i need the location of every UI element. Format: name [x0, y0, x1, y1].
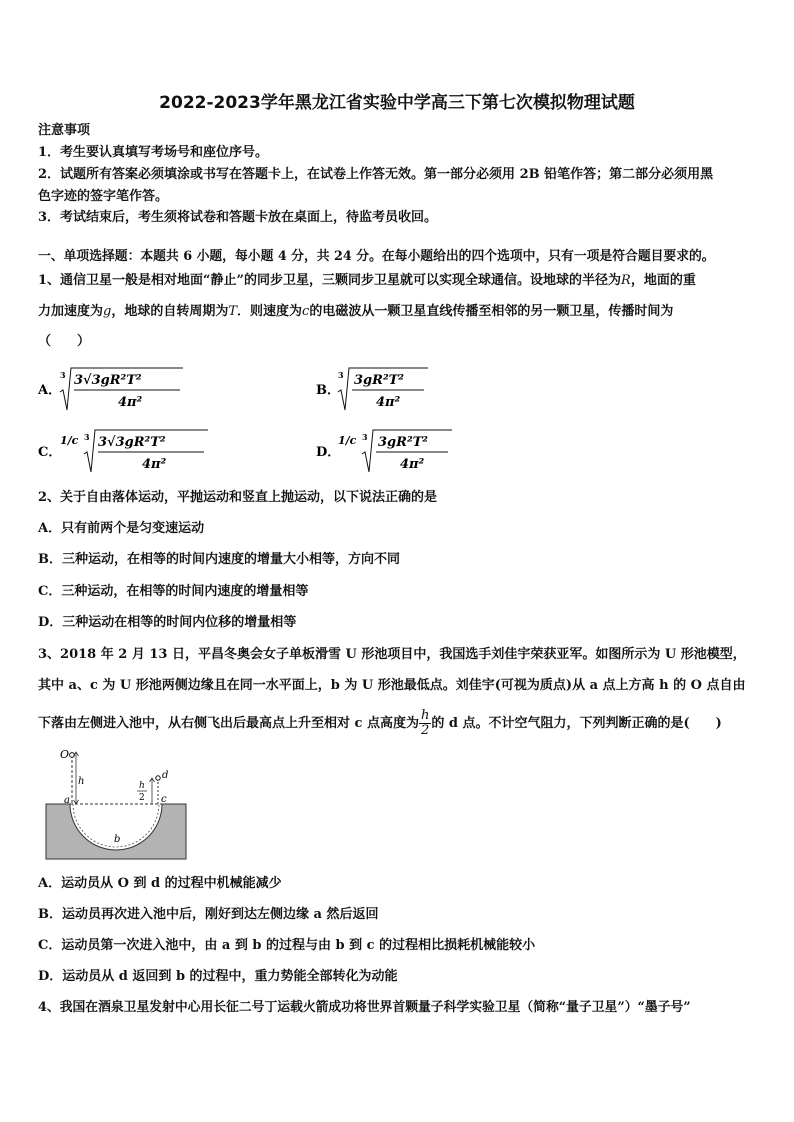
radical-expression — [38, 364, 188, 416]
label-o: O — [60, 748, 70, 761]
q3-option: B．运动员再次进入池中后，刚好到达左侧边缘 a 然后返回 — [38, 907, 379, 922]
notice-item: 2．试题所有答案必须填涂或书写在答题卡上，在试卷上作答无效。第一部分必须用 2B 铅笔作答；第二部分必须用黑 — [38, 167, 714, 182]
label-h: h — [78, 776, 85, 787]
question-3-line-3 — [38, 706, 756, 742]
q1-option-c — [38, 426, 218, 482]
option-label: A． — [38, 383, 62, 398]
prefix-fraction: 1/c — [60, 434, 79, 447]
notice-heading: 注意事项 — [38, 123, 91, 138]
radical-expression — [38, 426, 218, 478]
q3-text: 下落由左侧进入池中，从右侧飞出后最高点上升至相对 c 点高度为 — [38, 716, 419, 731]
radical-numerator: 3gR²T² — [378, 435, 429, 450]
question-1-line-1 — [38, 272, 756, 290]
fraction-numerator: h — [420, 708, 430, 723]
q3-option: A．运动员从 O 到 d 的过程中机械能减少 — [38, 876, 282, 891]
page-title: 2022-2023学年黑龙江省实验中学高三下第七次模拟物理试题 — [159, 93, 635, 113]
var-R: R — [621, 273, 631, 288]
radical-denominator: 4π² — [376, 395, 401, 410]
point-d-icon — [156, 776, 160, 780]
root-index: 3 — [60, 370, 66, 380]
var-g: g — [103, 304, 112, 319]
label-a: a — [64, 795, 70, 806]
q3-text: 的 d 点。不计空气阻力，下列判断正确的是( ) — [431, 716, 722, 731]
ground-block — [46, 804, 186, 859]
notice-item: 3．考试结束后，考生须将试卷和答题卡放在桌面上，待监考员收回。 — [38, 210, 438, 225]
q2-option: C．三种运动，在相等的时间内速度的增量相等 — [38, 584, 309, 599]
label-b: b — [114, 834, 121, 845]
label-d: d — [162, 770, 169, 781]
q2-option: B．三种运动，在相等的时间内速度的增量大小相等，方向不同 — [38, 552, 400, 567]
notice-item: 1．考生要认真填写考场号和座位序号。 — [38, 145, 269, 160]
question-1-line-2 — [38, 303, 756, 321]
q1-text: 1、通信卫星一般是相对地面“静止”的同步卫星，三颗同步卫星就可以实现全球通信。设地球的半径为 — [38, 273, 622, 288]
radical-numerator: 3√3gR²T² — [98, 435, 166, 450]
u-pool-diagram — [40, 742, 200, 862]
q3-option: D．运动员从 d 返回到 b 的过程中，重力势能全部转化为动能 — [38, 969, 398, 984]
option-label: C． — [38, 445, 62, 460]
question-4-line-1: 4、我国在酒泉卫星发射中心用长征二号丁运载火箭成功将世界首颗量子科学实验卫星（简称“量子卫星”）“墨子号” — [38, 1000, 691, 1015]
radical-denominator: 4π² — [142, 457, 167, 472]
var-c: c — [302, 304, 310, 319]
fraction-h-over-2 — [419, 709, 431, 738]
q1-option-d — [316, 426, 466, 482]
q3-option: C．运动员第一次进入池中，由 a 到 b 的过程与由 b 到 c 的过程相比损耗机械能较小 — [38, 938, 536, 953]
q1-text: 的电磁波从一颗卫星直线传播至相邻的另一颗卫星，传播时间为 — [309, 304, 674, 319]
q2-option: A．只有前两个是匀变速运动 — [38, 521, 205, 536]
question-3-line-2: 其中 a、c 为 U 形池两侧边缘且在同一水平面上，b 为 U 形池最低点。刘佳宇(可视为质点)从 a 点上方高 h 的 O 点自由 — [38, 678, 746, 693]
q1-text: ，地面的重 — [630, 273, 696, 288]
root-index: 3 — [338, 370, 344, 380]
prefix-fraction: 1/c — [338, 434, 357, 447]
option-label: D． — [316, 445, 341, 460]
radical-expression — [316, 426, 466, 478]
fraction-denominator: 2 — [421, 723, 430, 738]
q1-option-b — [316, 364, 446, 420]
option-label: B． — [316, 383, 340, 398]
radical-expression — [316, 364, 446, 416]
q1-option-a — [38, 364, 188, 420]
q1-text: 力加速度为 — [38, 304, 104, 319]
radical-denominator: 4π² — [400, 457, 425, 472]
question-1-paren: （ ） — [38, 334, 91, 349]
root-index: 3 — [84, 432, 90, 442]
notice-item: 色字迹的签字笔作答。 — [38, 189, 169, 204]
var-T: T — [228, 304, 238, 319]
q1-text: ，地球的自转周期为 — [111, 304, 229, 319]
radical-denominator: 4π² — [118, 395, 143, 410]
q2-option: D．三种运动在相等的时间内位移的增量相等 — [38, 615, 297, 630]
label-c: c — [161, 794, 167, 805]
section-heading: 一、单项选择题：本题共 6 小题，每小题 4 分，共 24 分。在每小题给出的四个选项中，只有一项是符合题目要求的。 — [38, 249, 715, 264]
label-half-h-den: 2 — [139, 793, 145, 803]
question-2-stem: 2、关于自由落体运动，平抛运动和竖直上抛运动，以下说法正确的是 — [38, 490, 438, 505]
root-index: 3 — [362, 432, 368, 442]
q1-text: ．则速度为 — [237, 304, 303, 319]
radical-numerator: 3√3gR²T² — [74, 373, 142, 388]
radical-numerator: 3gR²T² — [354, 373, 405, 388]
label-half-h-num: h — [139, 781, 145, 791]
question-3-line-1: 3、2018 年 2 月 13 日，平昌冬奥会女子单板滑雪 U 形池项目中，我国选手刘佳宇荣获亚军。如图所示为 U 形池模型， — [38, 647, 746, 662]
